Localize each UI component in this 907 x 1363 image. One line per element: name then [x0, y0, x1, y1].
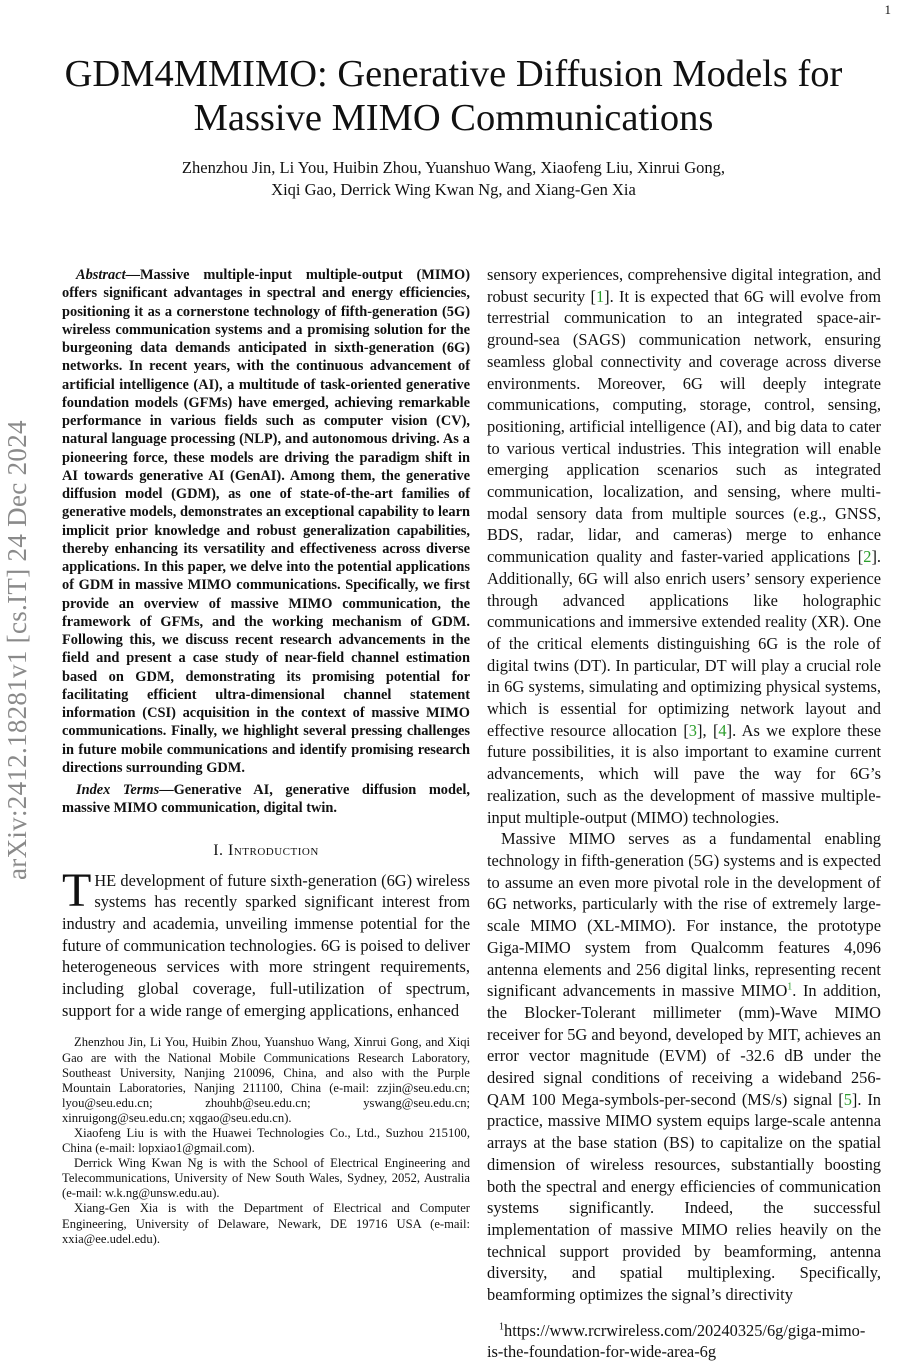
body-text: Massive MIMO serves as a fundamental enabling technology in fifth-generation (5G) systems and is expected to assume an even more pivotal role in the development of 6G networks, particularly with the rise of extremely large-scale MIMO (XL-MIMO). For instance, the prototype Giga-MIMO system from Qualcomm features 4,096 antenna elements and 256 digital links, representing recent significant advancements in massive MIMO	[487, 829, 881, 1001]
affiliation-1: Zhenzhou Jin, Li You, Huibin Zhou, Yuanshuo Wang, Xinrui Gong, and Xiqi Gao are with the National Mobile Communications Research Laboratory, Southeast University, Nanjing 210096, China, and also with the Purple Mountain Laboratories, Nanjing 211100, China (e-mail: zzjin@seu.edu.cn; lyou@seu.edu.cn; zhouhb@seu.edu.cn; yswang@seu.edu.cn; xinruigong@seu.edu.cn; xqgao@seu.edu.cn).	[62, 1035, 470, 1125]
citation-link[interactable]: 3	[688, 720, 697, 740]
footnote-url: https://www.rcrwireless.com/20240325/6g/giga-mimo-is-the-foundation-for-wide-area-6g	[487, 1320, 866, 1362]
body-text: ]. In practice, massive MIMO system equips large-scale antenna arrays at the base station (BS) to capitalize on the spatial dimension of wireless resources, substantially boosting both the spectral and energy efficiencies of communication systems significantly. Indeed, the successful implementation of massive MIMO relies heavily on the technical support provided by beamforming, antenna diversity, and spatial multiplexing. Specifically, beamforming optimizes the signal’s directivity	[487, 1089, 881, 1305]
intro-paragraph	[62, 863, 470, 1022]
citation-link[interactable]: 4	[718, 720, 727, 740]
section-heading	[62, 842, 470, 860]
url-footnote	[487, 1306, 881, 1363]
body-text: ]. It is expected that 6G will evolve from terrestrial communication to an integrated space-air-ground-sea (SAGS) communication network, ensuring seamless global connectivity and coverage across diverse environments. Moreover, 6G will deeply integrate communications, computing, storage, control, sensing, positioning, artificial intelligence (AI), and big data to cater to various vertical industries. This integration will enable emerging application scenarios such as integrated communication, localization, and sensing, where multi-modal sensory data from multiple sources (e.g., GNSS, BDS, radar, lidar, and cameras) merge to enhance communication quality and faster-varied applications [	[487, 286, 881, 567]
section-number: I.	[213, 841, 224, 859]
body-text: ]. Additionally, 6G will also enrich users’ sensory experience through advanced applications like holographic communications and immersive extended reality (XR). One of the critical elements distinguishing 6G is the role of digital twins (DT). In particular, DT will play a crucial role in 6G systems, simulating and optimizing physical systems, which is essential for optimizing network layout and effective resource allocation [	[487, 547, 881, 740]
affiliation-3: Derrick Wing Kwan Ng is with the School of Electrical Engineering and Telecommunications, University of New South Wales, Sydney, 2052, Australia (e-mail: w.k.ng@unsw.edu.au).	[62, 1156, 470, 1201]
index-terms	[62, 781, 470, 818]
footnote-mark: 1	[499, 1321, 504, 1333]
affiliation-footnotes	[62, 1021, 470, 1246]
right-column	[487, 264, 881, 1363]
authors-line-2: Xiqi Gao, Derrick Wing Kwan Ng, and Xiang-Gen Xia	[271, 179, 636, 199]
affiliation-4: Xiang-Gen Xia is with the Department of Electrical and Computer Engineering, University of Delaware, Newark, DE 19716 USA (e-mail: xxia@ee.udel.edu).	[62, 1201, 470, 1246]
right-column-text	[487, 264, 881, 1306]
body-paragraph	[487, 264, 881, 828]
intro-body	[62, 863, 470, 1022]
left-column	[62, 266, 470, 1247]
title-text: GDM4MMIMO: Generative Diffusion Models for Massive MIMO Communications	[64, 53, 843, 139]
body-text: . In addition, the Blocker-Tolerant millimeter (mm)-Wave MIMO receiver for 5G and beyond, developed by MIT, achieves an error vector magnitude (EVM) of -32.6 dB under the desired signal conditions of receiving a wideband 256-QAM 100 Mega-symbols-per-second (MS/s) signal [	[487, 981, 881, 1109]
body-text: ], [	[697, 720, 719, 740]
author-list	[60, 157, 847, 200]
abstract-block	[62, 266, 470, 818]
index-terms-text: —Generative AI, generative diffusion model, massive MIMO communication, digital twin.	[62, 782, 470, 817]
abstract-label: Abstract	[76, 267, 126, 283]
drop-cap: T	[62, 863, 92, 917]
footnote-ref[interactable]: 1	[787, 981, 793, 993]
arxiv-identifier: arXiv:2412.18281v1 [cs.IT] 24 Dec 2024	[2, 420, 32, 880]
body-paragraph	[487, 828, 881, 1305]
paper-title	[40, 52, 867, 140]
abstract-text: —Massive multiple-input multiple-output (MIMO) offers significant advantages in spectral and energy efficiencies, positioning it as a cornerstone technology of fifth-generation (5G) wireless communication systems and a promising solution for the burgeoning data demands anticipated in sixth-generation (6G) networks. In recent years, with the continuous advancement of artificial intelligence (AI), a multitude of task-oriented generative foundation models (GFMs) have emerged, achieving remarkable performance in various fields such as computer vision (CV), natural language processing (NLP), and autonomous driving. As a pioneering force, these models are driving the paradigm shift in AI towards generative AI (GenAI). Among them, the generative diffusion model (GDM), as one of state-of-the-art families of generative models, demonstrates an exceptional capability to learn implicit prior knowledge and robust generalization capabilities, thereby enhancing its versatility and effectiveness across diverse applications. In this paper, we delve into the potential applications of GDM in massive MIMO communications. Specifically, we first provide an overview of massive MIMO communication, the framework of GFMs, and the working mechanism of GDM. Following this, we discuss recent research advancements in the field and present a case study of near-field channel estimation based on GDM, demonstrating its promising potential for facilitating efficient ultra-dimensional channel statement information (CSI) acquisition in the context of massive MIMO communications. Finally, we highlight several pressing challenges in future mobile communications and identify promising research directions surrounding GDM.	[62, 267, 470, 776]
citation-link[interactable]: 1	[595, 286, 605, 306]
citation-link[interactable]: 2	[863, 547, 872, 567]
page-number: 1	[884, 2, 891, 17]
affiliation-2: Xiaofeng Liu is with the Huawei Technologies Co., Ltd., Suzhou 215100, China (e-mail: lopxiao1@gmail.com).	[62, 1125, 470, 1156]
body-text: ]. As we explore these future possibilities, it is also important to examine current advancements, which will pave the way for 6G’s realization, such as the development of massive multiple-input multiple-output (MIMO) technologies.	[487, 720, 881, 827]
index-terms-label: Index Terms	[76, 782, 160, 798]
section-title: Introduction	[228, 841, 319, 859]
intro-text: HE development of future sixth-generation (6G) wireless systems has recently sparked significant interest from industry and academia, unveiling immense potential for the future of communication technologies. 6G is poised to deliver heterogeneous services with more stringent requirements, including global coverage, full-utilization of spectrum, support for a wide range of emerging applications, enhanced	[62, 870, 470, 1020]
body-text: sensory experiences, comprehensive digital integration, and robust security [	[487, 265, 881, 306]
abstract	[62, 266, 470, 777]
authors-line-1: Zhenzhou Jin, Li You, Huibin Zhou, Yuanshuo Wang, Xiaofeng Liu, Xinrui Gong,	[181, 158, 726, 177]
citation-link[interactable]: 5	[843, 1089, 852, 1109]
